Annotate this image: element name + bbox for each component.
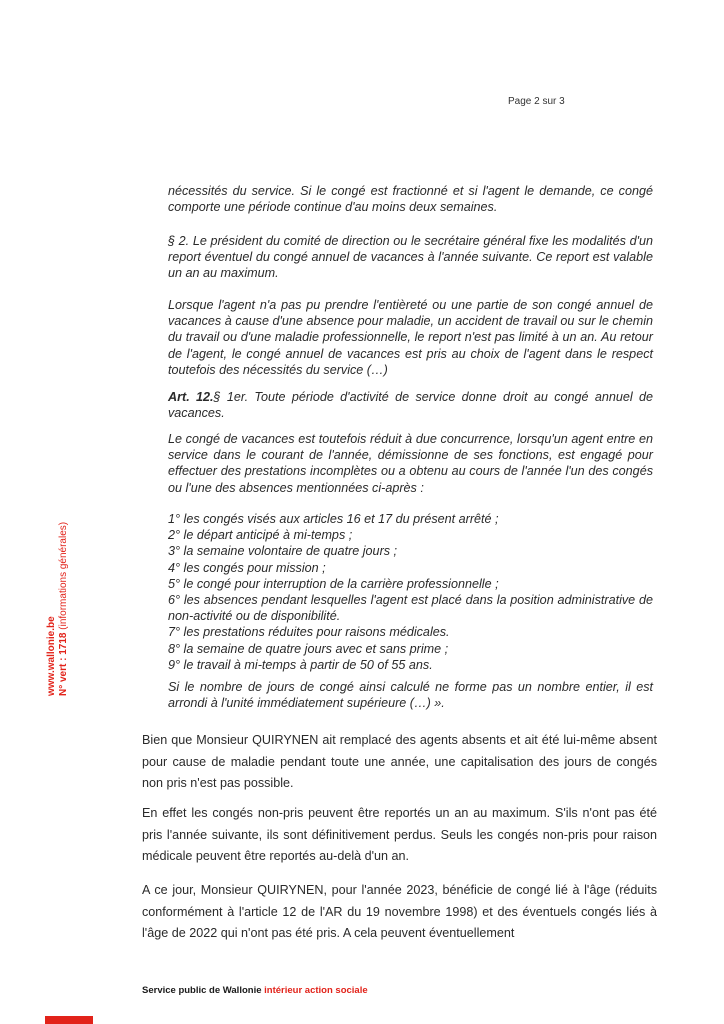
list-item: 8° la semaine de quatre jours avec et sans prime ; [168,641,449,656]
footer-dept: intérieur action sociale [264,985,368,996]
body-text: Bien que Monsieur QUIRYNEN ait remplacé des agents absents et ait été lui-même absent pour cause de maladie pendant toute une année, une capitalisation des jours de congés non pris n'est pas possible. [142,733,657,790]
quote-paragraph-5 [168,431,653,496]
list-item: 9° le travail à mi-temps à partir de 50 of 55 ans. [168,657,433,672]
phone-note: (informations générales) [58,521,69,630]
quote-paragraph-1 [168,183,653,215]
quote-text: § 2. Le président du comité de direction ou le secrétaire général fixe les modalités d'un report éventuel du congé annuel de vacances à l'année suivante. Ce report est valable un an au maximum. [168,234,653,281]
footer-org: Service public de Wallonie [142,985,262,996]
list-item: 6° les absences pendant lesquelles l'agent est placé dans la position administrative de non-activité ou de disponibilité. [168,593,653,624]
page-number: Page 2 sur 3 [508,96,565,107]
quote-paragraph-2 [168,233,653,282]
list-item: 1° les congés visés aux articles 16 et 17 du présent arrêté ; [168,512,499,526]
list-item: 2° le départ anticipé à mi-temps ; [168,528,353,543]
sidebar-contact [46,522,70,696]
absence-list [168,511,653,673]
article-12-paragraph [168,389,653,421]
footer [142,985,368,996]
phone-line [58,522,70,696]
body-text: En effet les congés non-pris peuvent être reportés un an au maximum. S'ils n'ont pas été pris l'année suivante, ils sont définitivement perdus. Seuls les congés non-pris pour raison médicale peuvent être reportés au-delà d'un an. [142,806,657,863]
list-item: 5° le congé pour interruption de la carrière professionnelle ; [168,576,499,591]
body-paragraph-1 [142,730,657,795]
phone-label: N° vert : 1718 [58,632,69,696]
quote-text: Le congé de vacances est toutefois réduit à due concurrence, lorsqu'un agent entre en service dans le courant de l'année, démissionne de ses fonctions, est engagé pour effectuer des prestations incomplètes ou a obtenu au cours de l'année l'un des congés ou l'une des absences mentionnées ci-après : [168,432,653,495]
quote-text: Si le nombre de jours de congé ainsi calculé ne forme pas un nombre entier, il est arrondi à l'unité immédiatement supérieure (…) ». [168,680,653,711]
website-link[interactable]: www.wallonie.be [46,616,57,696]
list-item: 4° les congés pour mission ; [168,560,326,575]
article-label: Art. 12. [168,390,214,404]
quote-paragraph-7 [168,679,653,711]
quote-text: nécessités du service. Si le congé est fractionné et si l'agent le demande, ce congé comporte une période continue d'au moins deux semaines. [168,184,653,215]
body-paragraph-3 [142,880,657,945]
brand-red-block [45,1016,93,1024]
article-text: § 1er. Toute période d'activité de service donne droit au congé annuel de vacances. [168,390,653,421]
body-text: A ce jour, Monsieur QUIRYNEN, pour l'année 2023, bénéficie de congé lié à l'âge (réduits conformément à l'article 12 de l'AR du 19 novembre 1998) et des éventuels congés liés à l'âge de 2022 qui n'ont pas été pris. A cela peuvent éventuellement [142,883,657,940]
body-paragraph-2 [142,803,657,868]
list-item: 7° les prestations réduites pour raisons médicales. [168,625,450,640]
list-item: 3° la semaine volontaire de quatre jours ; [168,544,398,559]
quote-paragraph-3 [168,297,653,378]
quote-text: Lorsque l'agent n'a pas pu prendre l'entièreté ou une partie de son congé annuel de vacances à cause d'une absence pour maladie, un accident de travail ou sur le chemin du travail ou d'une maladie professionnelle, le report n'est pas limité à un an. Au retour de l'agent, le congé annuel de vacances est pris au choix de l'agent dans le respect toutefois des nécessités du service (…) [168,298,653,377]
